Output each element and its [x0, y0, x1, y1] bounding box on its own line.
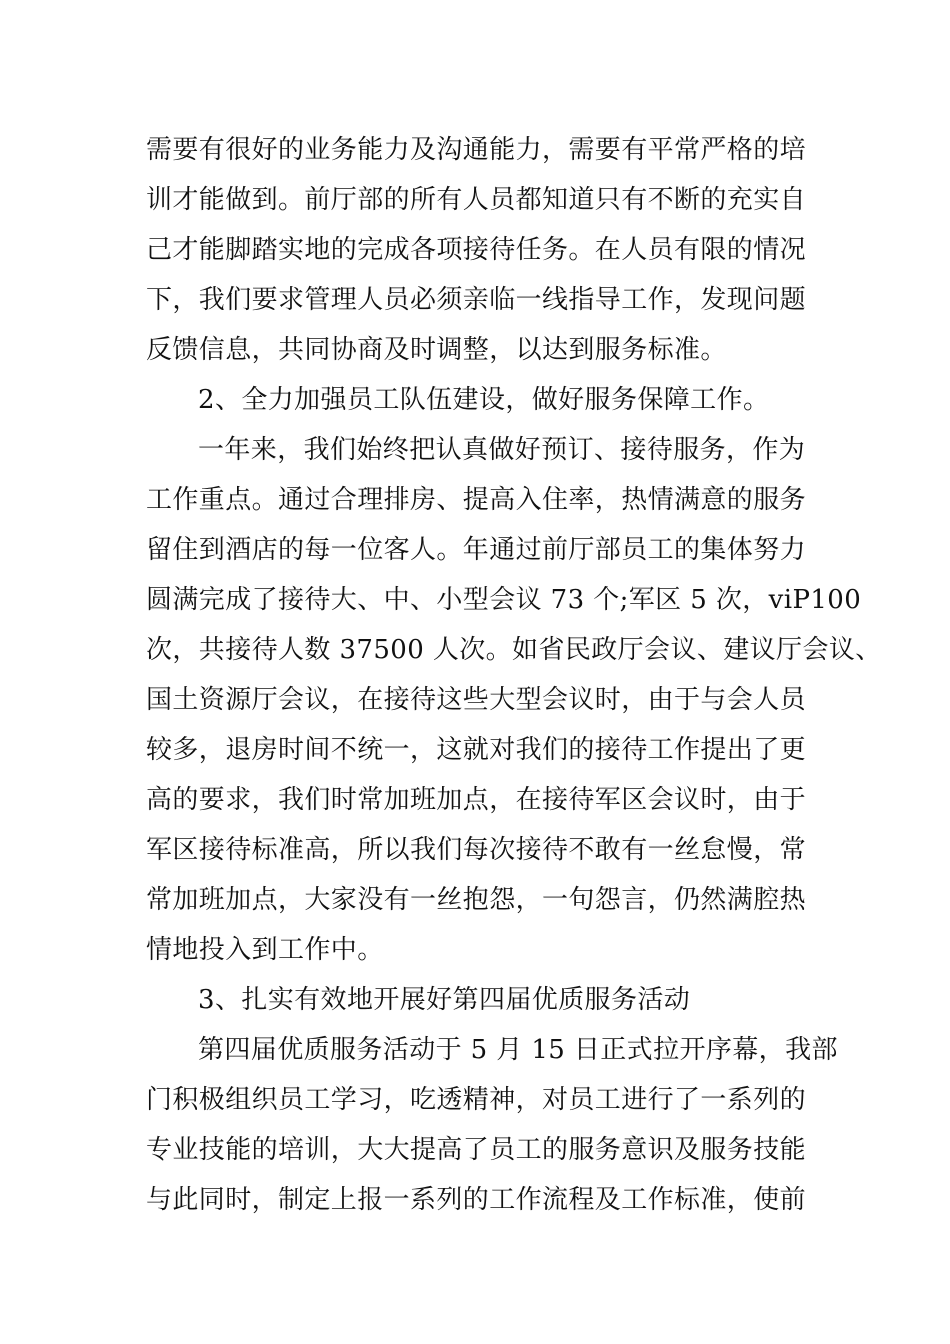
text-line: 第四届优质服务活动于 5 月 15 日正式拉开序幕，我部	[198, 1035, 838, 1065]
text-line: 圆满完成了接待大、中、小型会议 73 个;军区 5 次，viP100	[146, 585, 862, 615]
text-line: 常加班加点，大家没有一丝抱怨，一句怨言，仍然满腔热	[146, 885, 807, 915]
text-line: 情地投入到工作中。	[146, 935, 384, 965]
text-line: 反馈信息，共同协商及时调整，以达到服务标准。	[146, 335, 727, 365]
text-line: 较多，退房时间不统一，这就对我们的接待工作提出了更	[146, 735, 807, 765]
text-line: 门积极组织员工学习，吃透精神，对员工进行了一系列的	[146, 1085, 807, 1115]
text-line: 次，共接待人数 37500 人次。如省民政厅会议、建议厅会议、	[146, 635, 882, 665]
text-line: 军区接待标准高，所以我们每次接待不敢有一丝怠慢，常	[146, 835, 807, 865]
text-line: 需要有很好的业务能力及沟通能力，需要有平常严格的培	[146, 135, 807, 165]
text-line: 留住到酒店的每一位客人。年通过前厅部员工的集体努力	[146, 535, 807, 565]
text-line: 一年来，我们始终把认真做好预订、接待服务，作为	[198, 435, 806, 465]
text-line: 下，我们要求管理人员必须亲临一线指导工作，发现问题	[146, 285, 807, 315]
section-heading: 3、扎实有效地开展好第四届优质服务活动	[198, 985, 691, 1015]
text-line: 己才能脚踏实地的完成各项接待任务。在人员有限的情况	[146, 235, 807, 265]
text-line: 训才能做到。前厅部的所有人员都知道只有不断的充实自	[146, 185, 807, 215]
text-line: 高的要求，我们时常加班加点，在接待军区会议时，由于	[146, 785, 807, 815]
text-line: 工作重点。通过合理排房、提高入住率，热情满意的服务	[146, 485, 807, 515]
section-heading: 2、全力加强员工队伍建设，做好服务保障工作。	[198, 385, 770, 415]
text-line: 与此同时，制定上报一系列的工作流程及工作标准，使前	[146, 1185, 807, 1215]
text-line: 专业技能的培训，大大提高了员工的服务意识及服务技能	[146, 1135, 807, 1165]
text-line: 国土资源厅会议，在接待这些大型会议时，由于与会人员	[146, 685, 807, 715]
